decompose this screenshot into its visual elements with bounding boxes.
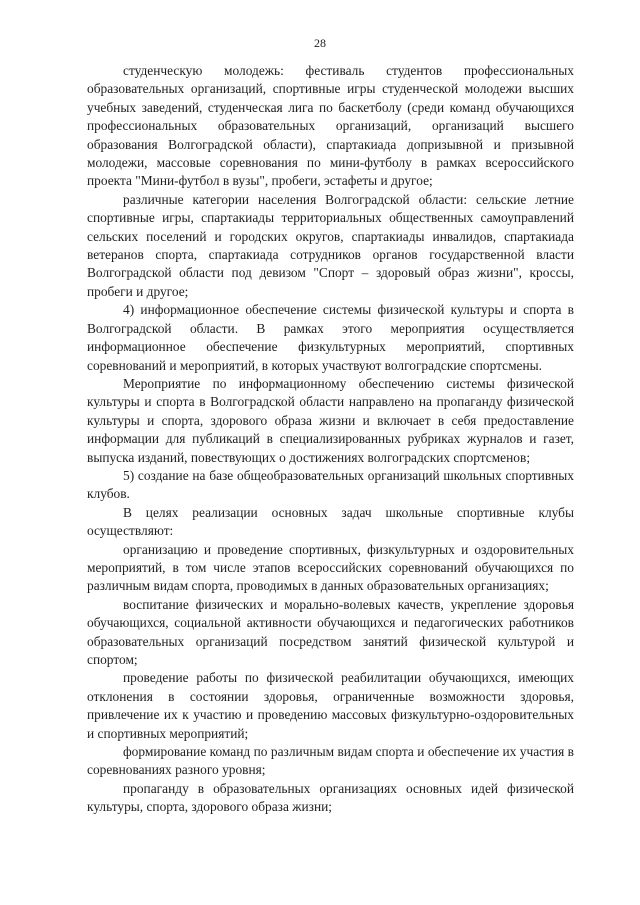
paragraph-student-youth: студенческую молодежь: фестиваль студентов профессиональных образовательных организаций, спортивные игры студенческой молодежи высших учебных заведений, студенческая лига по баскетболу (среди команд обучающихся профессиональных образовательных организаций, организаций высшего образования Волгоградской области), спартакиада допризывной и призывной молодежи, массовые соревнования по мини-футболу в рамках всероссийского проекта "Мини-футбол в вузы", пробеги, эстафеты и другое; <box>87 63 574 189</box>
paragraph-population-categories: различные категории населения Волгоградской области: сельские летние спортивные игры, спартакиады территориальных общественных самоуправлений сельских поселений и городских округов, спартакиады инвалидов, спартакиада ветеранов спорта, спартакиада сотрудников органов государственной власти Волгоградской области под девизом "Спорт – здоровый образ жизни", кроссы, пробеги и другое; <box>87 191 574 299</box>
paragraph-school-sports-clubs: 5) создание на базе общеобразовательных организаций школьных спортивных клубов. <box>87 467 574 502</box>
paragraph-information-support: 4) информационное обеспечение системы физической культуры и спорта в Волгоградской области. В рамках этого мероприятия осуществляется информационное обеспечение физкультурных мероприятий, спортивных соревнований и мероприятий, в которых участвуют волгоградские спортсмены. <box>87 302 574 373</box>
document-body <box>87 62 574 817</box>
paragraph-upbringing: воспитание физических и морально-волевых качеств, укрепление здоровья обучающихся, социальной активности обучающихся и педагогических работников образовательных организаций посредством занятий физической культурой и спортом; <box>87 596 574 667</box>
paragraph-rehabilitation: проведение работы по физической реабилитации обучающихся, имеющих отклонения в состоянии здоровья, ограниченные возможности здоровья, привлечение их к участию и проведению массовых физкультурно-оздоровительных и спортивных мероприятий; <box>87 670 574 741</box>
paragraph-clubs-intro: В целях реализации основных задач школьные спортивные клубы осуществляют: <box>87 504 574 539</box>
page-number: 28 <box>314 36 326 50</box>
paragraph-propaganda: пропаганду в образовательных организациях основных идей физической культуры, спорта, здорового образа жизни; <box>87 780 574 815</box>
paragraph-organizing-events: организацию и проведение спортивных, физкультурных и оздоровительных мероприятий, в том числе этапов всероссийских соревнований обучающихся по различным видам спорта, проводимых в данных образовательных организациях; <box>87 541 574 594</box>
paragraph-information-measure: Мероприятие по информационному обеспечению системы физической культуры и спорта в Волгоградской области направлено на пропаганду физической культуры и спорта, здорового образа жизни и включает в себя предоставление информации для публикаций в специализированных рубриках журналов и газет, выпуска изданий, повествующих о достижениях волгоградских спортсменов; <box>87 375 574 465</box>
paragraph-team-formation: формирование команд по различным видам спорта и обеспечение их участия в соревнованиях разного уровня; <box>87 744 574 778</box>
